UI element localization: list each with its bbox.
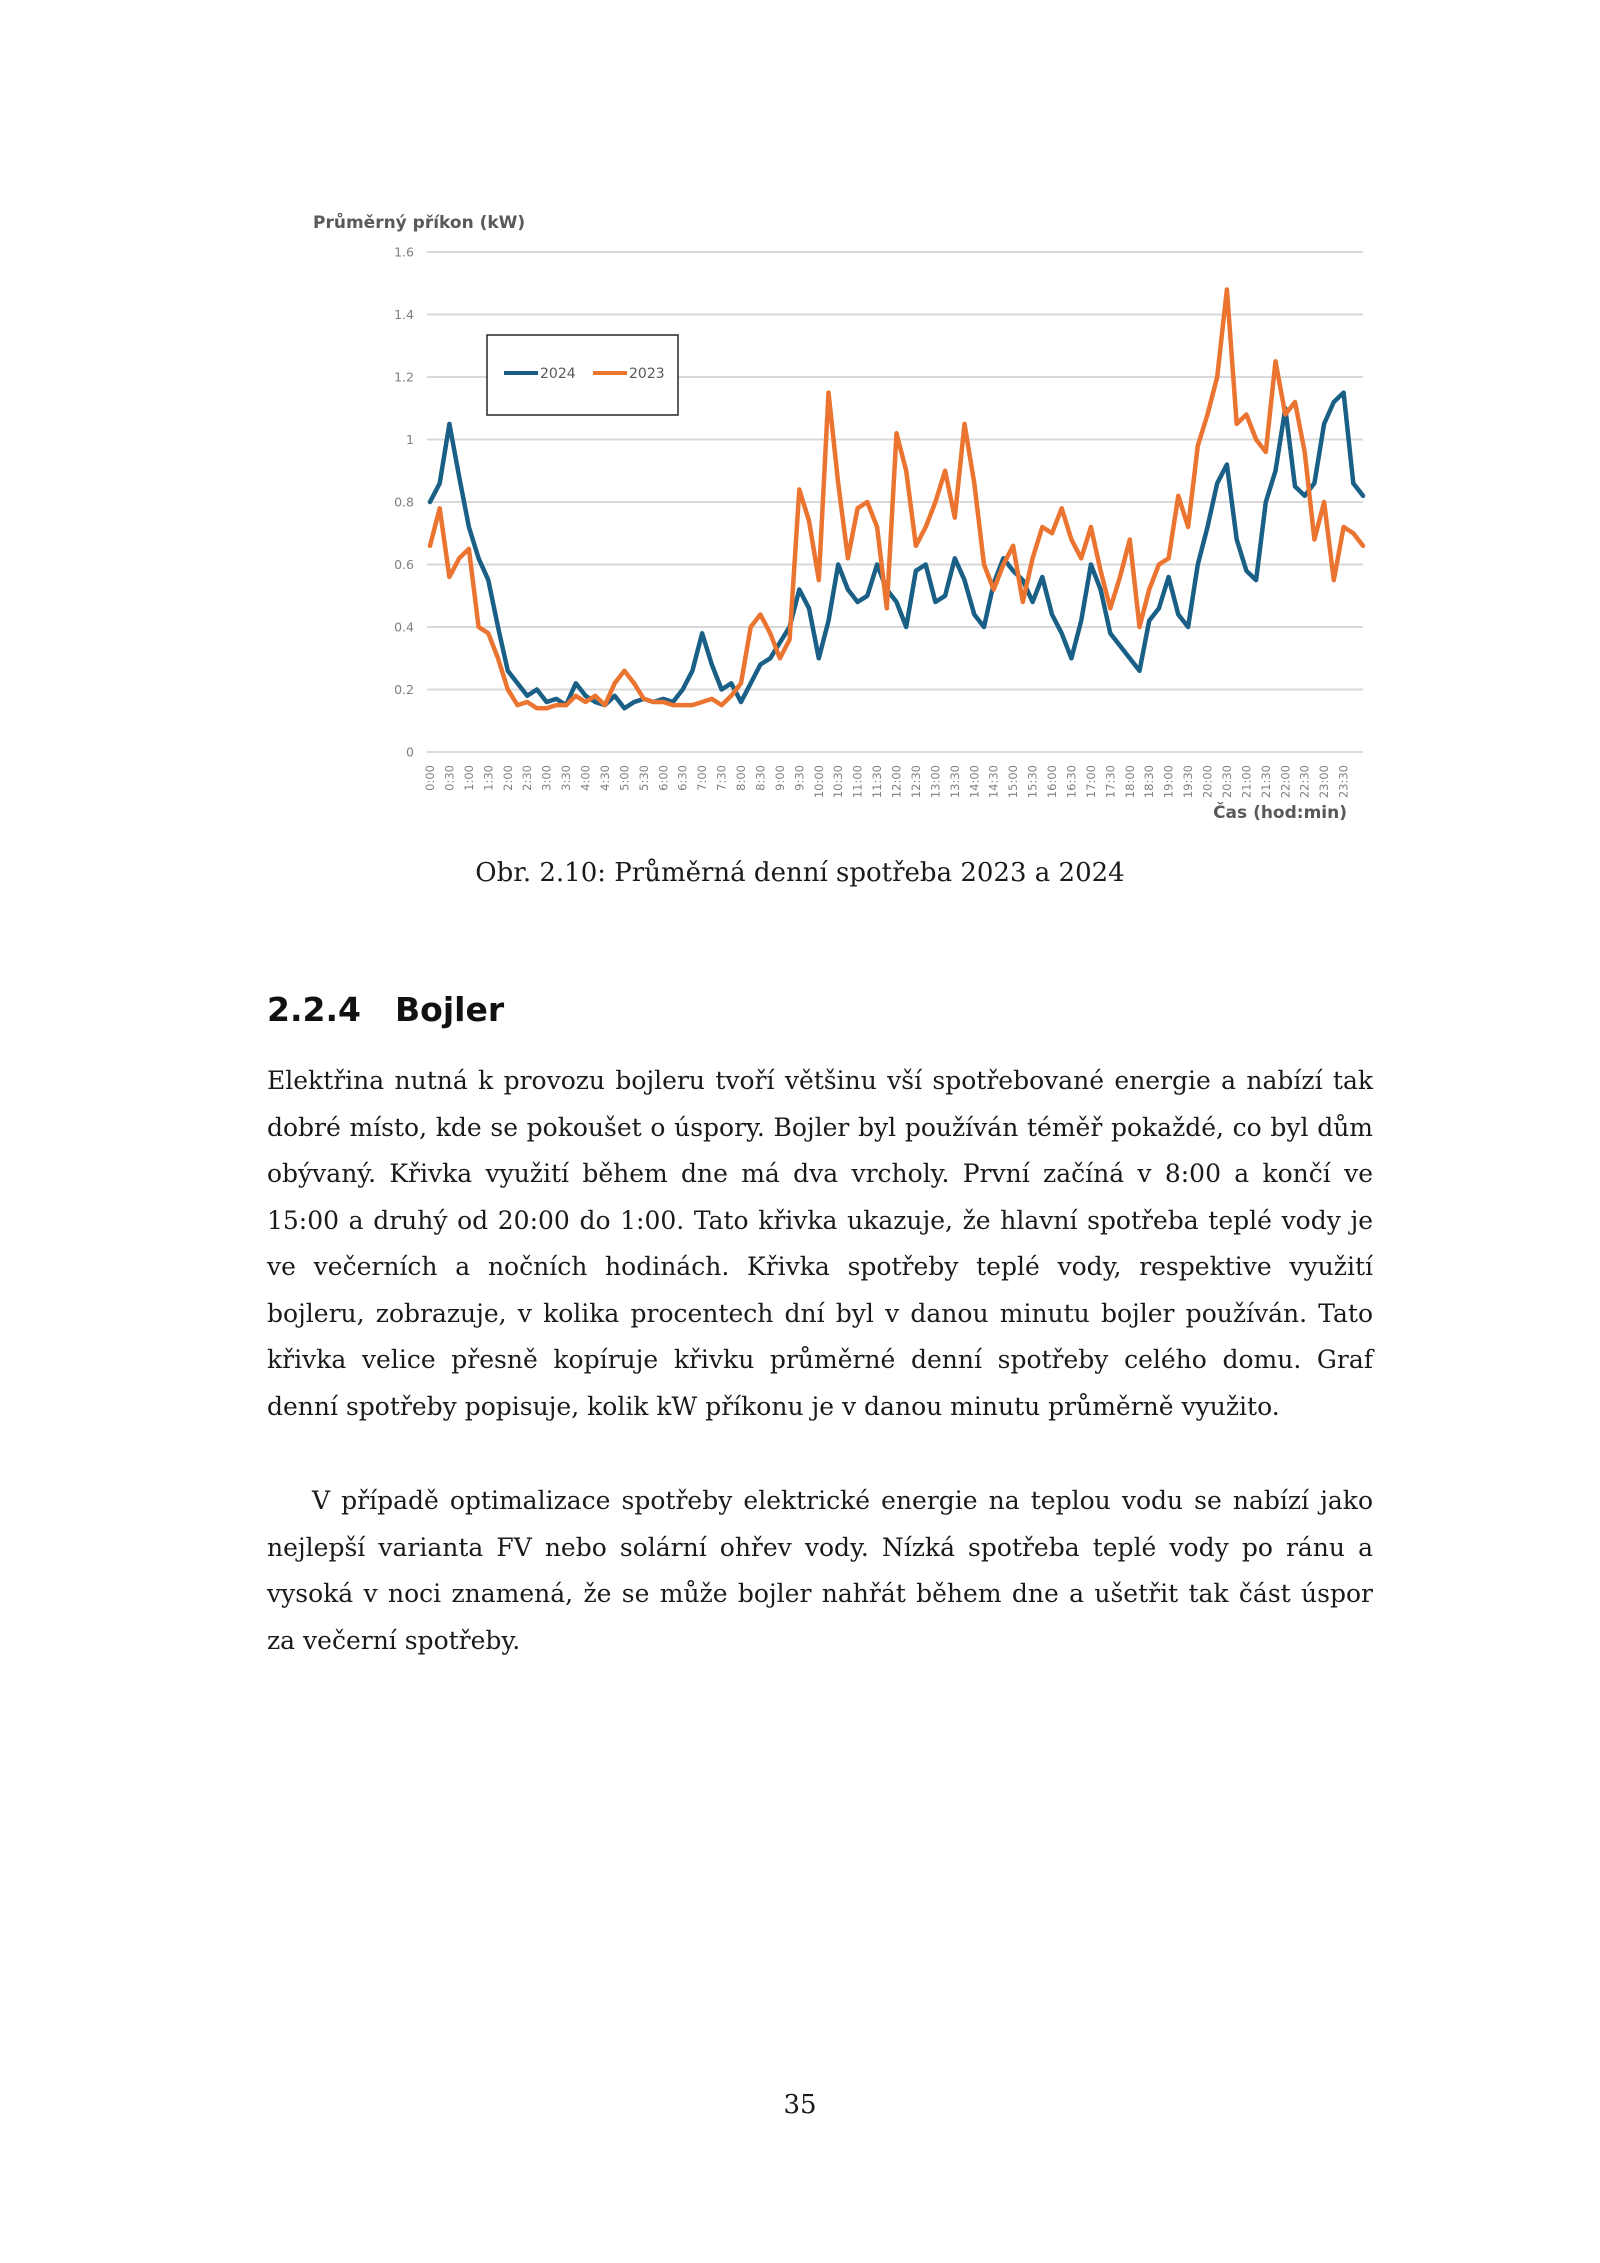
x-tick-label: 5:30 xyxy=(636,765,651,791)
x-tick-label: 7:00 xyxy=(695,765,710,791)
section-title: Bojler xyxy=(395,990,505,1029)
x-tick-label: 16:30 xyxy=(1064,765,1079,799)
x-axis-title: Čas (hod:min) xyxy=(1213,803,1347,823)
x-tick-label: 23:00 xyxy=(1317,765,1332,799)
x-tick-label: 3:30 xyxy=(559,765,574,791)
x-tick-label: 20:00 xyxy=(1200,765,1215,799)
x-tick-label: 22:00 xyxy=(1278,765,1293,799)
x-tick-label: 4:30 xyxy=(597,765,612,791)
x-tick-labels xyxy=(423,765,1351,798)
section-number: 2.2.4 xyxy=(267,990,361,1029)
x-tick-label: 5:00 xyxy=(617,765,632,791)
x-tick-label: 0:30 xyxy=(442,765,457,791)
x-tick-label: 10:00 xyxy=(811,765,826,799)
paragraph: V případě optimalizace spotřeby elektrické energie na teplou vodu se nabízí jako nejlepší varianta FV nebo solární ohřev vody. Nízká spotřeba teplé vody po ránu a vysoká v noci znamená, že se může bojler nahřát během dne a ušetřit tak část úspor za večerní spotřeby. xyxy=(267,1486,1373,1655)
x-tick-label: 15:30 xyxy=(1025,765,1040,799)
x-tick-label: 19:00 xyxy=(1161,765,1176,799)
x-tick-label: 4:00 xyxy=(578,765,593,791)
x-tick-label: 6:00 xyxy=(656,765,671,791)
x-tick-label: 22:30 xyxy=(1297,765,1312,799)
x-tick-label: 9:00 xyxy=(772,765,787,791)
x-tick-label: 12:00 xyxy=(889,765,904,799)
figure-caption: Obr. 2.10: Průměrná denní spotřeba 2023 a 2024 xyxy=(475,858,1125,888)
x-tick-label: 19:30 xyxy=(1181,765,1196,799)
y-tick-label: 0.8 xyxy=(394,494,414,510)
x-tick-label: 7:30 xyxy=(714,765,729,791)
x-tick-label: 8:00 xyxy=(734,765,748,791)
x-tick-label: 2:30 xyxy=(520,765,535,791)
x-tick-label: 13:00 xyxy=(928,765,943,799)
x-tick-label: 21:30 xyxy=(1258,765,1273,799)
x-tick-label: 15:00 xyxy=(1006,765,1021,799)
x-tick-label: 1:30 xyxy=(481,765,496,791)
y-tick-label: 1.2 xyxy=(394,369,414,385)
x-tick-label: 14:30 xyxy=(986,765,1001,799)
legend-label-2024: 2024 xyxy=(540,366,576,382)
x-tick-label: 18:30 xyxy=(1142,765,1157,799)
x-tick-label: 2:00 xyxy=(500,765,515,791)
y-tick-label: 1.6 xyxy=(394,244,414,260)
x-tick-label: 20:30 xyxy=(1219,765,1234,799)
section-heading xyxy=(267,990,504,1029)
y-tick-label: 0.2 xyxy=(394,682,414,697)
y-tick-label: 0.6 xyxy=(394,557,414,572)
x-tick-label: 11:00 xyxy=(850,765,865,799)
x-tick-label: 10:30 xyxy=(831,765,846,799)
y-tick-label: 1.4 xyxy=(394,307,414,322)
y-axis-title: Průměrný příkon (kW) xyxy=(313,213,526,233)
x-tick-label: 12:30 xyxy=(908,765,923,799)
x-tick-label: 6:30 xyxy=(675,765,690,791)
paragraph: Elektřina nutná k provozu bojleru tvoří většinu vší spotřebované energie a nabízí tak dobré místo, kde se pokoušet o úspory. Bojler byl používán téměř pokaždé, co byl dům obývaný. Křivka využití během dne má dva vrcholy. První začíná v 8:00 a končí ve 15:00 a druhý od 20:00 do 1:00. Tato křivka ukazuje, že hlavní spotřeba teplé vody je ve večerních a nočních hodinách. Křivka spotřeby teplé vody, respektive využití bojleru, zobrazuje, v kolika procentech dní byl v danou minutu bojler používán. Tato křivka velice přesně kopíruje křivku průměrné denní spotřeby celého domu. Graf denní spotřeby popisuje, kolik kW příkonu je v danou minutu průměrně využito. xyxy=(267,1066,1373,1421)
x-tick-label: 14:00 xyxy=(967,765,982,799)
x-tick-label: 0:00 xyxy=(423,765,437,791)
x-tick-label: 18:00 xyxy=(1122,765,1137,799)
line-chart xyxy=(0,0,1600,840)
y-tick-label: 1 xyxy=(406,432,414,447)
x-tick-label: 9:30 xyxy=(792,765,807,791)
y-tick-labels xyxy=(394,245,414,760)
x-tick-label: 3:00 xyxy=(539,765,554,791)
x-tick-label: 23:30 xyxy=(1336,765,1351,799)
y-tick-label: 0 xyxy=(406,744,414,760)
y-tick-label: 0.4 xyxy=(394,619,414,635)
x-tick-label: 13:30 xyxy=(947,765,962,799)
legend-label-2023: 2023 xyxy=(629,366,665,382)
legend xyxy=(487,335,678,415)
x-tick-label: 11:30 xyxy=(870,765,885,799)
x-tick-label: 1:00 xyxy=(461,765,476,791)
x-tick-label: 16:00 xyxy=(1045,765,1059,799)
x-tick-label: 21:00 xyxy=(1239,765,1254,799)
x-tick-label: 8:30 xyxy=(753,765,768,791)
page-number: 35 xyxy=(783,2090,817,2120)
x-tick-label: 17:00 xyxy=(1083,765,1098,799)
x-tick-label: 17:30 xyxy=(1103,765,1118,799)
